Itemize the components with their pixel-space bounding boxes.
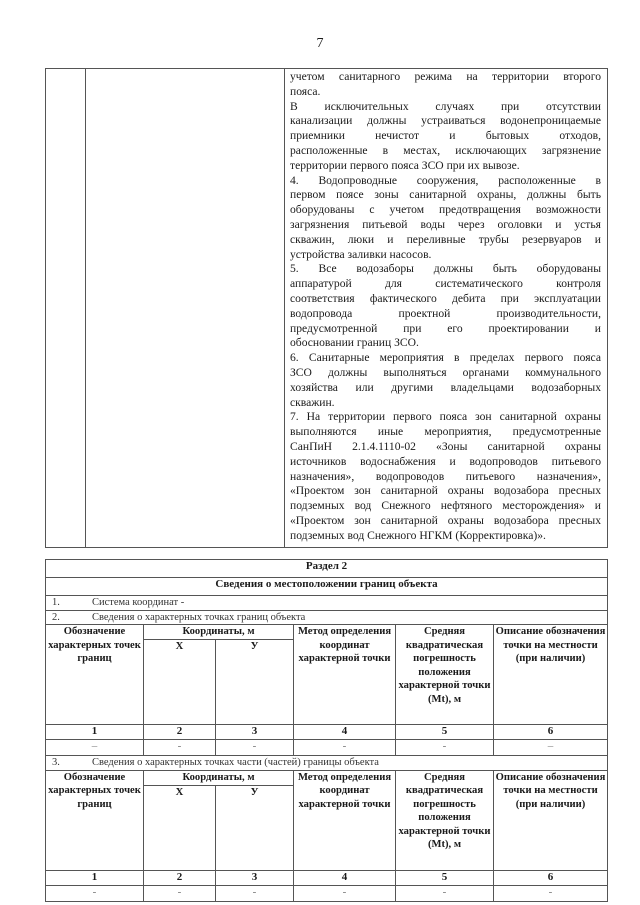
text-line: предусмотренной при его проектировании и	[290, 321, 601, 335]
text-line: источников водоснабжения и водопроводов питьевого	[290, 454, 601, 468]
text-line: ЗСО должны выполняться органами коммунального	[290, 365, 601, 379]
table-cell: -	[494, 885, 608, 901]
text-line: выполняются иные мероприятия, предусмотренные	[290, 425, 601, 439]
header-designation: Обозначение характерных точек границ	[46, 770, 144, 870]
text-line: 7. На территории первого пояса зон санитарной охраны	[290, 410, 601, 424]
column-number: 6	[494, 870, 608, 885]
table-row	[46, 740, 608, 756]
text-line: устройства заливки насосов.	[290, 247, 432, 261]
table-cell: -	[294, 885, 396, 901]
column-number: 3	[216, 725, 294, 740]
item-coordinate-system	[46, 596, 608, 611]
text-line: аппаратурой для систематического контроля	[290, 277, 601, 291]
text-line: территории первого пояса ЗСО при их вывозе.	[290, 158, 520, 172]
header-designation: Обозначение характерных точек границ	[46, 625, 144, 725]
column-number: 2	[144, 870, 216, 885]
text-line: 4. Водопроводные сооружения, расположенные в	[290, 173, 601, 187]
item-text: Сведения о характерных точках границ объекта	[92, 611, 306, 623]
text-line: обосновании границ ЗСО.	[290, 336, 419, 350]
text-line: расположенные в местах, исключающих загрязнение	[290, 143, 601, 157]
text-line: соответствия фактического дебита при эксплуатации	[290, 291, 601, 305]
section-title: Раздел 2	[46, 560, 608, 578]
table-cell: –	[494, 740, 608, 756]
table-cell: -	[216, 740, 294, 756]
header-method: Метод определения координат характерной точки	[294, 770, 396, 870]
text-line: подземных вод Снежного НГКМ (Корректировка)».	[290, 528, 546, 542]
table-cell: -	[294, 740, 396, 756]
text-line: учетом санитарного режима на территории второго	[290, 70, 601, 83]
table-cell: -	[396, 885, 494, 901]
empty-cell-name	[86, 69, 285, 548]
text-line: водопровода проектной производительности,	[290, 306, 601, 320]
header-coordinates: Координаты, м	[144, 770, 294, 785]
text-line: канализации должны устраиваться водонепроницаемые	[290, 114, 601, 128]
section-2-table	[45, 559, 608, 902]
header-description: Описание обозначения точки на местности (при наличии)	[494, 625, 608, 725]
column-number: 6	[494, 725, 608, 740]
text-line: В исключительных случаях при отсутствии	[290, 99, 601, 113]
text-line: приемники нечистот и бытовых отходов,	[290, 129, 601, 143]
item-number: 1.	[52, 597, 60, 608]
header-y: У	[216, 785, 294, 870]
column-number: 2	[144, 725, 216, 740]
text-line: первом поясе зоны санитарной охраны, должны быть	[290, 188, 601, 202]
header-method: Метод определения координат характерной точки	[294, 625, 396, 725]
empty-cell-number	[46, 69, 86, 548]
text-line: скважин, люки и переливные трубы резервуаров и	[290, 232, 601, 246]
requirements-text	[285, 69, 608, 548]
header-error: Средняя квадратическая погрешность положения характерной точки (Mt), м	[396, 625, 494, 725]
text-line: хозяйства или другими владельцами водозаборных	[290, 380, 601, 394]
column-number: 3	[216, 870, 294, 885]
column-number: 4	[294, 725, 396, 740]
header-error: Средняя квадратическая погрешность положения характерной точки (Mt), м	[396, 770, 494, 870]
text-line: оборудованы с учетом предотвращения возможности	[290, 203, 601, 217]
header-y: У	[216, 640, 294, 725]
table-cell: -	[216, 885, 294, 901]
text-line: назначения», водопроводов питьевого назначения»,	[290, 469, 601, 483]
item-part-boundary-points	[46, 756, 608, 771]
table-cell: –	[46, 740, 144, 756]
column-number: 5	[396, 725, 494, 740]
item-boundary-points	[46, 610, 608, 625]
item-number: 3.	[52, 757, 60, 768]
text-line: СанПиН 2.1.4.1110-02 «Зоны санитарной охраны	[290, 439, 601, 453]
table-cell: -	[396, 740, 494, 756]
header-x: Х	[144, 640, 216, 725]
text-line: «Проектом зон санитарной охраны водозабора пресных	[290, 484, 601, 498]
text-line: скважин.	[290, 395, 335, 409]
text-line: 5. Все водозаборы должны быть оборудованы	[290, 262, 601, 276]
table-cell: -	[144, 740, 216, 756]
table-cell: -	[46, 885, 144, 901]
header-coordinates: Координаты, м	[144, 625, 294, 640]
item-text: Система координат -	[92, 597, 185, 608]
text-line: подземных вод Снежного нефтяного месторождения» и	[290, 499, 601, 513]
item-number: 2.	[52, 611, 60, 623]
column-number: 5	[396, 870, 494, 885]
text-line: загрязнения питьевой воды через оголовки и устья	[290, 217, 601, 231]
table-cell: -	[144, 885, 216, 901]
header-x: Х	[144, 785, 216, 870]
column-number: 1	[46, 870, 144, 885]
column-number: 1	[46, 725, 144, 740]
table-row	[46, 885, 608, 901]
text-line: пояса.	[290, 84, 321, 98]
page-number: 7	[316, 36, 324, 51]
header-description: Описание обозначения точки на местности (при наличии)	[494, 770, 608, 870]
item-text: Сведения о характерных точках части (частей) границы объекта	[92, 757, 379, 768]
requirements-table	[45, 68, 608, 548]
section-subtitle: Сведения о местоположении границ объекта	[46, 578, 608, 596]
column-number: 4	[294, 870, 396, 885]
text-line: 6. Санитарные мероприятия в пределах первого пояса	[290, 351, 601, 365]
text-line: «Проектом зон санитарной охраны водозабора пресных	[290, 513, 601, 527]
